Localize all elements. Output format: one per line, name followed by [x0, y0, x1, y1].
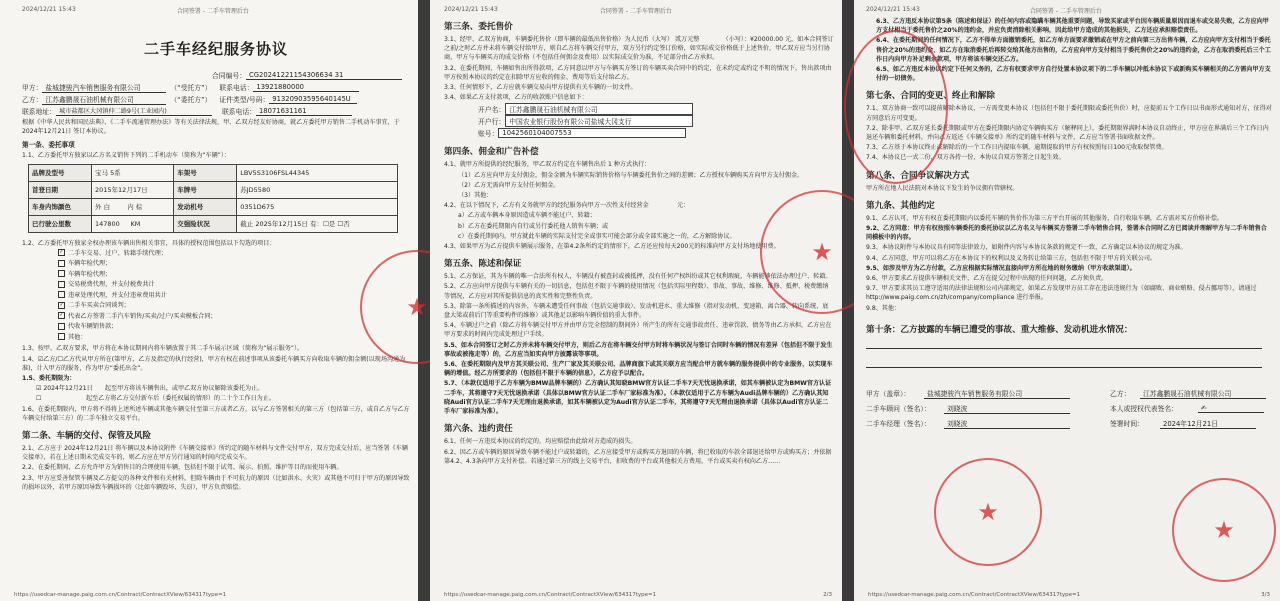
checkbox-icon: [58, 260, 65, 267]
checkbox-icon: [58, 291, 65, 298]
clause-8-1: 甲方所在地人民法院对本协议下发生的争议拥有管辖权。: [866, 184, 1019, 192]
clause-5-2: 5.2、乙方应向甲方提供与车辆有关的一切信息，包括但不限于车辆的使用情况（包括实际里程数）、事故、事故、维修、维修、抵押、税费缴纳等情况，乙方应对其所提供信息的真实性和完整性负责。: [444, 283, 829, 300]
party-b-label: 乙方：: [22, 96, 43, 104]
signature-row-1: [866, 386, 1272, 401]
bank-row: [444, 115, 834, 127]
party-b-seal-stamp: ★: [1172, 478, 1276, 582]
party-b-sign-label: 乙方：: [1110, 390, 1131, 399]
vehicle-info-table: [28, 164, 398, 233]
clause-2-1: 2.1、乙方应于 2024年12月21日 将车辆以及本协议附件《车辆交接单》所约定的随车材料与文件交付甲方，双方完成交付后，应当签署《车辆交接单》，若在上述日期未完成交车的，则乙方应在甲方另行通知的时间内完成交车。: [22, 444, 408, 462]
checkbox-icon: ✓: [59, 249, 64, 256]
authorization-option-label: 二手车交易、过户、转籍手续代理；: [68, 249, 167, 257]
checkbox-icon: [58, 333, 65, 340]
party-b-id: 91320903595640145U: [269, 95, 357, 104]
clause-2-3: 2.3、甲方应妥善保管车辆及乙方提交的各种文件和有关材料，但除车辆由于不可抗力的原因（比如洪水、火灾）或其他不可归于甲方的原因导致的损坏以外，若甲方原因导致车辆损坏的（比如车辆毁坏、失窃），甲方负责赔偿。: [22, 474, 410, 491]
clause-9-5: 9.5、如涉及甲方为乙方付款，乙方应根据实际情况直接向甲方所在地的财务缴纳（甲方收款渠道）。: [866, 264, 1136, 272]
account-name-label: 开户名：: [478, 106, 506, 115]
clause-7-2: 7.2、除非甲、乙双方延长委托期限或甲方在委托期限内协定车辆购买方（解释同上），委托期限界满时本协议自动终止，甲方应在界满后三个工作日内退还车辆和委托材料，并向乙方返还《车辆交接单》所约定的随车材料与文件，乙方应当签署书面收据文件。: [866, 124, 1269, 142]
company-seal-stamp: ★: [760, 190, 884, 314]
authorization-option: [22, 249, 410, 260]
insurance-label: 交强险状况: [174, 215, 237, 232]
sign-date: 2024年12月21日: [1160, 418, 1256, 429]
color-value: 外 白 内 棕: [92, 198, 174, 215]
section-9-title: 第九条、其他约定: [866, 200, 935, 211]
clause-7-1: 7.1、双方协商一致可以提前解除本协议，一方需变更本协议（包括但不限于委托期限或委托售价）时，应提前五个工作日以书面形式通知对方，征得对方同意后方可变更。: [866, 105, 1272, 122]
contract-number-label: 合同编号：: [212, 72, 246, 80]
authorization-option-label: 二手车买卖合同谈判；: [68, 302, 130, 310]
commission-option: （2）乙方无需向甲方支付任何佣金。: [458, 181, 560, 189]
company-seal-stamp: ★: [934, 458, 1042, 566]
company-seal-stamp: ★: [360, 250, 474, 364]
authorization-option: [22, 333, 410, 344]
clause-6-5: 6.5、如乙方违反本协议约定下任何义务的，乙方有权要求甲方自行处置本协议项下的二手车辆以冲抵本协议下或新购买车辆相关的乙方需向甲方支付的一切债务。: [876, 66, 1271, 83]
authorization-options: [22, 249, 410, 344]
section-2-title: 第二条、车辆的交付、保管及风险: [22, 430, 151, 441]
party-a-sign-label: 甲方（盖章）：: [866, 390, 911, 399]
authorization-option-label: 车辆年检代理；: [68, 260, 112, 268]
footer-url: https://usedcar-manage.paig.com.cn/Contract/ContractXView/634317type=1: [868, 592, 1081, 598]
party-a-role: （“受托方”）: [170, 84, 212, 92]
clause-9-8: 9.8、其他：: [866, 304, 901, 312]
clause-9-2: 9.2、乙方同意：甲方有权按照车辆委托的委托协议以乙方名义与车辆买方签署二手车销售合同，签署本合同时乙方已阅读并理解甲方与二手车销售合同模板中的内容。: [866, 225, 1267, 242]
page-header: [444, 6, 834, 16]
plate-label: 车牌号: [174, 181, 237, 198]
party-b-id-label: 证件类型/号码：: [219, 96, 270, 104]
company-seal-stamp-edge: [844, 30, 948, 184]
page-header: [22, 6, 410, 16]
mileage-label: 已行驶公里数: [29, 215, 92, 232]
clause-3-1: 3.1、经甲、乙双方协商，车辆委托售价（即车辆的最低出售价格）为人民币（大写） 贰万元整 （小写）：¥20000.00 元，如本合同签订之前/之时乙方并未将车辆交付给甲方，则自乙方将车辆交付甲方，双方另行约定签订价格，如实际成交价格低于上述售价，甲乙双方应当另行协商，甲方与车辆买方的成交价格（不包括任何佣金及费用）以实际成交价为准，不足部分由乙方承担。: [444, 36, 834, 62]
checkbox-icon: ✓: [59, 312, 64, 319]
commission-option: （3）其他：: [458, 192, 493, 200]
clause-3-4: 3.4、如果乙方支付款项，乙方的收款账户信息如下：: [444, 94, 588, 102]
header-date: 2024/12/21 15:43: [866, 6, 920, 13]
reg-date-value: 2015年12月17日: [92, 181, 174, 198]
compensation-condition: b）乙方在委托期限内自行或另行委托他人销售车辆；或: [458, 222, 609, 230]
checkbox-icon: [58, 323, 65, 330]
checkbox-icon: ✓: [59, 301, 64, 308]
clause-6-3: 6.3、乙方违反本协议第5条（陈述和保证）的任何内容或隐瞒车辆其他重要问题，导致买家或平台因车辆质量原因而退车或交易失败，乙方应向甲方支付相当于委托售价之20%的违约金，并应负责消除相关影响，因此给甲方造成的其他损失，乙方还应承担赔偿责任。: [876, 18, 1269, 35]
page-footer: [14, 592, 408, 598]
checkbox-icon: [58, 270, 65, 277]
party-b-address: 城市盐都区大冈镇仲二路9号(工业园内): [56, 106, 212, 116]
engine-label: 发动机号: [174, 198, 237, 215]
party-a-name: 盐城捷骏汽车销售服务有限公司: [42, 82, 166, 93]
commission-option: （1）乙方应向甲方支付佣金，佣金金额为车辆实际销售价格与车辆委托售价之间的差额；乙方授权车辆购买方向甲方支付佣金。: [458, 171, 804, 179]
section-5-title: 第五条、陈述和保证: [444, 259, 522, 270]
insurance-date: 截止 2025年12月15日: [240, 220, 308, 229]
clause-6-4: 6.4、在委托期间的任何情况下，乙方不得单方面撤销委托，如乙方单方面要求撤销或在甲方之前向第三方出售车辆，乙方应向甲方支付相当于委托售价之20%的违约金，如乙方在取消委托后再转交给其他方出售的，乙方应向甲方支付相当于委托售价之20%的违约金，乙方在取消委托后三个工作日内向甲方补足剩余款项，甲方将该车辆交还乙方。: [876, 37, 1271, 63]
manager-sign-label: 二手车经理（签名）：: [866, 420, 931, 429]
party-a-phone-label: 联系电话：: [219, 84, 254, 92]
header-title: 合同签署 - 二手车管理后台: [599, 8, 672, 15]
account-number-row: [444, 127, 834, 139]
clause-6-1: 6.1、任何一方违反本协议的约定的，均应赔偿由此给对方造成的损失。: [444, 438, 637, 446]
clause-9-4: 9.4、乙方同意，甲方可以将乙方在本协议下的权利以及义务转让给第三方，包括但不限于甲方的关联公司。: [866, 254, 1157, 262]
authorization-option: [22, 280, 410, 291]
authorization-option-label: 车辆年检代理；: [68, 270, 112, 278]
brand-value: 宝马 5系: [92, 164, 174, 181]
party-b-row: [22, 93, 410, 105]
sign-date-label: 签署时间：: [1110, 420, 1144, 429]
clause-1-1: 1.1、乙方委托甲方独家以乙方名义销售下列的二手机动车（简称为“车辆”）：: [22, 152, 230, 160]
mileage-value: 147800 KM: [92, 215, 174, 232]
intro-paragraph: 根据《中华人民共和国民法典》、《二手车流通管理办法》等有关法律法规，甲、乙双方经友好协商，就乙方委托甲方销售二手机动车事宜，于 2024年12月21日 签订本协议。: [22, 119, 400, 136]
manager-signature: 刘晓波: [944, 418, 1070, 429]
clause-1-5-a: ☑ 2024年12月21日 起至甲方将该车辆售出，或甲乙双方协议解除该委托为止。: [36, 385, 264, 393]
clause-5-5: 5.5、如本合同签订之时乙方并未将车辆交付甲方，则后乙方在将车辆交付甲方时将车辆状况与签订合同时车辆的情况有差异（包括但不限于发生事故或被拖走等）的，乙方应当如实向甲方披露该等事项。: [444, 341, 833, 358]
clause-3-2: 3.2、在委托期间，车辆如售出所得款项，乙方同意以甲方与车辆买方签订的车辆买卖合同中的约定，在未约定或约定不明的情况下，售出款项由甲方按照本协议的约定在扣除甲方应收的佣金、费用等后支付给乙方。: [444, 64, 832, 81]
bank-label: 开户行：: [478, 118, 506, 127]
contract-title: 二手车经纪服务协议: [143, 40, 288, 58]
clause-5-6: 5.6、在委托期限内及甲方其关联公司、生产厂家及其关联公司、品牌商旗下或其关联方应当配合甲方就车辆的服务提供中的专业服务，以实现车辆的增值。经乙方所要求的（包括但不限于车辆的信息），乙方应予以配合。: [444, 361, 833, 378]
party-b-name: 江苏鑫鹏晟石油机械有限公司: [42, 94, 166, 105]
clause-9-6: 9.6、甲方要求乙方提供车辆相关文件，乙方在提交过程中出现的任何问题，乙方须负责。: [866, 275, 1108, 283]
plate-value: 苏JD5580: [237, 181, 398, 198]
advisor-sign-label: 二手车顾问（签名）：: [866, 405, 931, 414]
compensation-condition: c）在委托期间内，甲方就此车辆的实际支付完全或事实可能会部分或全部实施之一的，乙方解除协议。: [458, 232, 736, 240]
section-6-title: 第六条、违约责任: [444, 424, 513, 435]
authorization-option-label: 其他：: [68, 333, 87, 341]
address-label: 联系地址：: [22, 108, 56, 116]
contract-page-2: [430, 0, 842, 601]
header-title: 合同签署 - 二手车管理后台: [176, 8, 249, 15]
account-name-row: [444, 103, 834, 115]
authorization-option: [22, 301, 410, 312]
authorization-option-label: 代收车辆销售款；: [68, 323, 118, 331]
insurance-has: 有：☐是 ☐否: [309, 220, 350, 229]
party-a-sign-name: 盐城捷骏汽车销售服务有限公司: [924, 388, 1070, 399]
party-b-sign-name: 江苏鑫鹏晟石油机械有限公司: [1140, 388, 1266, 399]
header-date: 2024/12/21 15:43: [444, 6, 498, 13]
clause-1-5-b: ☐ 起至乙方将乙方交付新车后（委托权属的情形）的二十个工作日为止。: [36, 395, 275, 403]
agent-sign-label: 本人或授权代表签名：: [1110, 405, 1178, 414]
footer-url: https://usedcar-manage.paig.com.cn/Contract/ContractXView/634317type=1: [444, 592, 657, 598]
clause-4-1: 4.1、就甲方所提供的经纪服务，甲乙双方约定在车辆售出后 1 种方式执行：: [444, 161, 651, 169]
header-title: 合同签署 - 二手车管理后台: [1029, 8, 1102, 15]
section-8-title: 第八条、合同争议解决方式: [866, 170, 970, 181]
clause-9-3: 9.3、本协议附件与本协议具有同等法律效力，如附件内容与本协议条款的规定不一致，乙方确定以本协议的规定为准。: [866, 244, 1187, 252]
clause-1-2: 1.2、乙方委托甲方独家全权办理该车辆出售相关事宜，具体的授权范围包括以下勾选的项目：: [22, 239, 276, 247]
clause-1-3: 1.3、按甲、乙双方要求，甲方将在本协议期间内将车辆放置于其二手车展示区域（简称为“展示服务”）。: [22, 345, 304, 353]
clause-7-4: 7.4、本协议已一式二份，双方各持一份，本协议自双方签署之日起生效。: [866, 154, 1065, 162]
authorization-option: [22, 291, 410, 302]
advisor-signature: 刘晓波: [944, 403, 1070, 414]
clause-5-4: 5.4、车辆过户之前（除乙方将车辆交付甲方并由甲方完全控制的期间外）所产生的所有交通事故责任、违章罚款、债务等由乙方承担，乙方应在甲方要求的时间内完成处理过户手续。: [444, 322, 832, 339]
section-7-title: 第七条、合同的变更、终止和解除: [866, 91, 995, 102]
contract-page-3: [854, 0, 1280, 601]
contract-number: CG20241221154306634 31: [246, 71, 402, 80]
agent-signature: ✍: [1198, 404, 1264, 413]
signature-row-3: [866, 416, 1272, 431]
clause-1-6: 1.6、在委托期限内，甲方将不得将上述所述车辆或其他车辆交付至第三方或者乙方，以与乙方签署相关的第三方（包括第三方，或自乙方与乙方车辆交付给第三方）的二手车独立交易平台。: [22, 405, 410, 422]
account-number-label: 账号：: [478, 130, 499, 139]
party-b-address-row: [22, 105, 410, 117]
clause-5-1: 5.1、乙方保证，其为车辆的唯一合法所有权人，车辆没有被查封或被抵押，没有任何产权纠纷或其它权利瑕疵，车辆能够依法办理过户、转籍。: [444, 273, 832, 281]
brand-label: 品牌及型号: [29, 164, 92, 181]
page-number: 2/3: [823, 592, 832, 598]
checkbox-icon: [58, 281, 65, 288]
color-label: 车身内饰颜色: [29, 198, 92, 215]
commission-options: [444, 171, 834, 201]
authorization-option: [22, 270, 410, 281]
contract-page-1: [0, 0, 428, 601]
account-number: 1042560104007553: [498, 128, 686, 138]
section-1-title: 第一条、委托事项: [22, 141, 75, 150]
page-number: 3/3: [1261, 592, 1270, 598]
clause-5-3: 5.3、除第一条所描述的内容外，车辆未遭受任何事故（包括交通事故）、发动机进水、重大维修（指对发动机、变速箱、离合器、转向系统、底盘大梁或前后门等重要构件的维修）或其他足以影响车辆价值的重大事件。: [444, 302, 829, 320]
clause-4-2: 4.2、在以下情况下，乙方有义务就甲方的经纪服务向甲方一次性支付经营金 元：: [444, 202, 690, 210]
signature-row-2: [866, 401, 1272, 416]
clause-2-2: 2.2、在委托期间，乙方允许甲方为销售目的合理使用车辆，包括但不限于试驾、展示、拍照、维护等目的而使用车辆。: [22, 464, 343, 472]
clause-1-5: 1.5、委托期限为：: [22, 374, 76, 382]
clause-5-7: 5.7、（本款仅适用于乙方车辆为BMW品牌车辆的）乙方确认其知晓BMW官方认证二手车7天无忧退换承诺，如其车辆被认定为BMW官方认证二手车，其将遵守7天无忧退换承诺（具体以BMW官方认证二手车厂家标准为准）。（本款仅适用于乙方车辆为Audi品牌车辆的）乙方确认其知晓Audi官方认证二手车7天无理由退换承诺，如其车辆被认定为Audi官方认证二手车，其将遵守7天无理由退换承诺（具体以Audi官方认证二手车厂家标准为准）。: [444, 380, 832, 416]
engine-value: 0351D675: [237, 198, 398, 215]
clause-9-1: 9.1、乙方认可，甲方有权在委托期限内以委托车辆的售价作为第三方平台开展的其他服务，自行收取车辆，乙方需对买方价格补偿。: [866, 214, 1224, 222]
reg-date-label: 首登日期: [29, 181, 92, 198]
party-a-phone: 13921880000: [253, 83, 359, 92]
section-10-title: 第十条：乙方披露的车辆已遭受的事故、重大维修、发动机进水情况：: [866, 324, 1133, 335]
clause-4-3: 4.3、如果甲方为乙方提供车辆展示服务，在第4.2条所约定的情形下，乙方还应按每天200元的标准向甲方支付场地使用费。: [444, 243, 780, 251]
insurance-value: [237, 215, 398, 232]
authorization-option-label: 代表乙方签署二手汽车销售/买卖/过户/买卖模板合同；: [68, 312, 217, 320]
clause-3-3: 3.3、任何情形下，乙方应就车辆交易向甲方提供有关车辆的一切文件。: [444, 84, 637, 92]
vin-value: LBV5S3106FSL44345: [237, 164, 398, 181]
authorization-option-label: 违章处理代理，并支付违章费用共计: [68, 291, 167, 299]
authorization-option: [22, 312, 410, 323]
clause-1-4: 1.4、☑乙方/☐乙方代从甲方所在(第甲方、乙方及指定的执行经营)，甲方有权在前述事项从该委托车辆买方向收取车辆的佣金额(以现场沟通为准)，计入甲方的服务，作为甲方“委托出金”。: [22, 355, 406, 372]
party-b-phone-label: 联系电话：: [221, 108, 256, 116]
clause-9-7: 9.7、甲方要求其员工遵守适用的法律法规和公司内部规定，如果乙方发现甲方员工存在违法违规行为（如腐败、商业贿赂、侵占挪用等），请通过http://www.paig.com.cn/zh/company/compliance 进行举报。: [866, 285, 1257, 302]
party-b-role: （“委托方”）: [170, 96, 212, 104]
authorization-option: [22, 322, 410, 333]
disclosure-line-1: [866, 338, 1262, 349]
disclosure-line-2: [866, 357, 1262, 368]
party-a-label: 甲方：: [22, 84, 43, 92]
authorization-option-label: 交易税费代理，并支付税费共计: [68, 281, 155, 289]
party-a-row: [22, 81, 410, 93]
page-header: [866, 6, 1272, 16]
party-b-phone: 18071631161: [256, 107, 352, 116]
section-4-title: 第四条、佣金和广告补偿: [444, 147, 539, 158]
compensation-condition: a）乙方或车辆本身原因造成车辆不能过户、转籍；: [458, 212, 596, 220]
contract-number-row: [22, 69, 410, 81]
page-footer: [444, 592, 832, 598]
footer-url: https://usedcar-manage.paig.com.cn/Contract/ContractXView/634317type=1: [14, 592, 227, 598]
header-date: 2024/12/21 15:43: [22, 6, 76, 13]
clause-6-2: 6.2、因乙方或车辆的原因导致车辆不能过户或转籍的，乙方应接受甲方或购买方退回的车辆，将已收取的车款全部退还给甲方或购买方；并依据第4.2、4.3条向甲方支付补偿。若通过第三方的线上交易平台，扣收费的平台或其他相关方费用，平台或买卖有权向乙方……: [444, 448, 832, 465]
vin-label: 车架号: [174, 164, 237, 181]
clause-7-3: 7.3、乙方基于本协议终止或解除后的一个工作日内提取车辆，逾期提取的甲方有权按照每日100元收取保管费。: [866, 144, 1168, 152]
bank-name: 中国农业银行股份有限公司盐城大冈支行: [505, 115, 693, 127]
account-name: 江苏鑫鹏晟石油机械有限公司: [505, 103, 693, 115]
authorization-option: [22, 259, 410, 270]
section-3-title: 第三条、委托售价: [444, 22, 513, 32]
page-footer: [868, 592, 1270, 598]
